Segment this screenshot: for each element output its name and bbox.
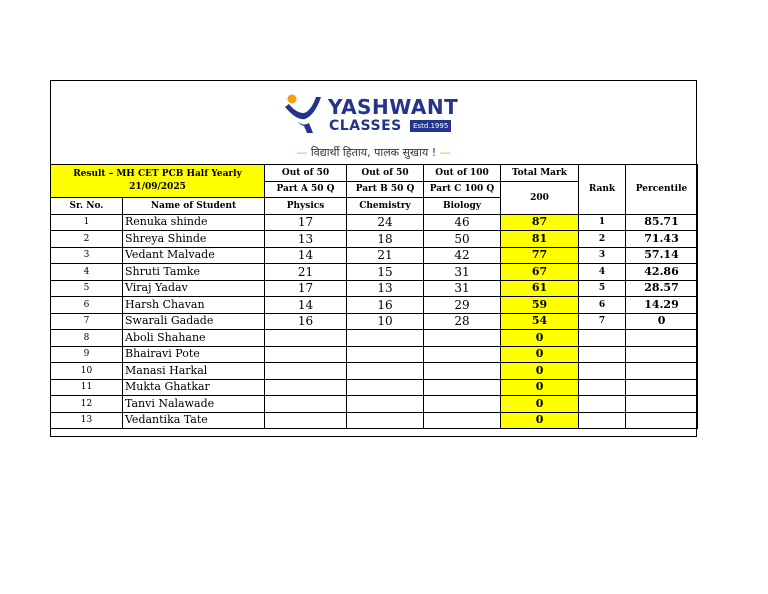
tagline-dash-left: — <box>296 146 308 159</box>
table-row <box>51 346 698 363</box>
chemistry-mark <box>347 330 424 347</box>
table-row <box>51 280 698 297</box>
chemistry-mark: 24 <box>347 214 424 231</box>
student-sr: 5 <box>51 280 123 297</box>
student-rank: 6 <box>579 297 626 314</box>
total-mark-header: Total Mark <box>501 165 579 182</box>
chemistry-mark <box>347 346 424 363</box>
sr-no-header: Sr. No. <box>51 198 123 215</box>
total-mark: 81 <box>501 231 579 248</box>
student-sr: 6 <box>51 297 123 314</box>
student-percentile: 0 <box>626 313 698 330</box>
student-sr: 3 <box>51 247 123 264</box>
chemistry-mark <box>347 412 424 429</box>
biology-mark <box>424 412 501 429</box>
total-mark: 0 <box>501 379 579 396</box>
table-row <box>51 214 698 231</box>
biology-mark <box>424 396 501 413</box>
student-name: Swarali Gadade <box>123 313 265 330</box>
student-percentile: 71.43 <box>626 231 698 248</box>
biology-mark: 31 <box>424 264 501 281</box>
table-row <box>51 396 698 413</box>
student-name: Mukta Ghatkar <box>123 379 265 396</box>
student-sr: 12 <box>51 396 123 413</box>
result-date: 21/09/2025 <box>129 182 186 192</box>
student-sr: 10 <box>51 363 123 380</box>
total-mark: 77 <box>501 247 579 264</box>
chemistry-mark: 21 <box>347 247 424 264</box>
student-percentile: 28.57 <box>626 280 698 297</box>
biology-mark <box>424 363 501 380</box>
student-percentile: 42.86 <box>626 264 698 281</box>
student-name: Aboli Shahane <box>123 330 265 347</box>
student-name: Tanvi Nalawade <box>123 396 265 413</box>
physics-mark: 21 <box>265 264 347 281</box>
biology-mark <box>424 346 501 363</box>
chemistry-mark: 13 <box>347 280 424 297</box>
chemistry-mark: 15 <box>347 264 424 281</box>
student-rank: 1 <box>579 214 626 231</box>
student-percentile <box>626 330 698 347</box>
student-name: Bhairavi Pote <box>123 346 265 363</box>
tagline-dash-right: — <box>439 146 451 159</box>
table-row <box>51 363 698 380</box>
physics-mark <box>265 379 347 396</box>
out-of-b: Out of 50 <box>347 165 424 182</box>
biology-mark: 29 <box>424 297 501 314</box>
student-rank <box>579 396 626 413</box>
rank-header: Rank <box>579 165 626 215</box>
biology-mark: 31 <box>424 280 501 297</box>
student-sr: 1 <box>51 214 123 231</box>
student-percentile: 85.71 <box>626 214 698 231</box>
physics-mark <box>265 412 347 429</box>
physics-mark <box>265 396 347 413</box>
result-title: Result – MH CET PCB Half Yearly <box>73 169 242 179</box>
total-mark: 0 <box>501 330 579 347</box>
result-title-cell <box>51 165 265 198</box>
physics-mark: 14 <box>265 297 347 314</box>
total-mark: 67 <box>501 264 579 281</box>
part-b-header: Part B 50 Q <box>347 181 424 198</box>
tagline <box>51 145 696 160</box>
student-percentile <box>626 412 698 429</box>
total-out-of: 200 <box>501 181 579 214</box>
student-sr: 4 <box>51 264 123 281</box>
student-percentile <box>626 379 698 396</box>
student-rank <box>579 330 626 347</box>
student-sr: 13 <box>51 412 123 429</box>
chemistry-mark <box>347 396 424 413</box>
physics-mark: 13 <box>265 231 347 248</box>
percentile-header: Percentile <box>626 165 698 215</box>
physics-mark <box>265 330 347 347</box>
header-row-1 <box>51 165 698 182</box>
student-name: Shreya Shinde <box>123 231 265 248</box>
chemistry-header: Chemistry <box>347 198 424 215</box>
physics-mark: 17 <box>265 214 347 231</box>
student-percentile <box>626 363 698 380</box>
student-rank: 4 <box>579 264 626 281</box>
part-c-header: Part C 100 Q <box>424 181 501 198</box>
student-name: Renuka shinde <box>123 214 265 231</box>
table-row <box>51 379 698 396</box>
student-sr: 7 <box>51 313 123 330</box>
chemistry-mark <box>347 379 424 396</box>
physics-mark: 17 <box>265 280 347 297</box>
student-rank <box>579 412 626 429</box>
biology-mark: 42 <box>424 247 501 264</box>
table-row <box>51 330 698 347</box>
total-mark: 0 <box>501 396 579 413</box>
out-of-c: Out of 100 <box>424 165 501 182</box>
table-row <box>51 247 698 264</box>
student-sr: 2 <box>51 231 123 248</box>
estd-badge: Estd.1995 <box>410 120 451 132</box>
chemistry-mark <box>347 363 424 380</box>
student-name: Vedantika Tate <box>123 412 265 429</box>
student-percentile <box>626 346 698 363</box>
physics-mark: 14 <box>265 247 347 264</box>
table-row <box>51 297 698 314</box>
physics-mark <box>265 346 347 363</box>
sheet-header <box>51 81 696 165</box>
table-row <box>51 412 698 429</box>
student-sr: 8 <box>51 330 123 347</box>
student-name: Manasi Harkal <box>123 363 265 380</box>
student-name: Shruti Tamke <box>123 264 265 281</box>
biology-mark: 50 <box>424 231 501 248</box>
biology-mark <box>424 330 501 347</box>
tagline-text: विद्यार्थी हिताय, पालक सुखाय ! <box>310 146 437 159</box>
student-percentile <box>626 396 698 413</box>
table-row <box>51 264 698 281</box>
results-table <box>50 164 698 429</box>
biology-header: Biology <box>424 198 501 215</box>
table-row <box>51 313 698 330</box>
student-rank: 5 <box>579 280 626 297</box>
student-sr: 11 <box>51 379 123 396</box>
physics-header: Physics <box>265 198 347 215</box>
physics-mark <box>265 363 347 380</box>
total-mark: 0 <box>501 346 579 363</box>
total-mark: 59 <box>501 297 579 314</box>
brand-name: YASHWANT <box>328 95 459 119</box>
chemistry-mark: 16 <box>347 297 424 314</box>
result-sheet <box>50 80 697 437</box>
chemistry-mark: 18 <box>347 231 424 248</box>
student-rank: 2 <box>579 231 626 248</box>
student-percentile: 14.29 <box>626 297 698 314</box>
student-name: Viraj Yadav <box>123 280 265 297</box>
student-name: Harsh Chavan <box>123 297 265 314</box>
student-sr: 9 <box>51 346 123 363</box>
chemistry-mark: 10 <box>347 313 424 330</box>
student-rank: 7 <box>579 313 626 330</box>
total-mark: 0 <box>501 363 579 380</box>
total-mark: 54 <box>501 313 579 330</box>
student-rank <box>579 363 626 380</box>
student-name: Vedant Malvade <box>123 247 265 264</box>
student-rank <box>579 379 626 396</box>
part-a-header: Part A 50 Q <box>265 181 347 198</box>
name-header: Name of Student <box>123 198 265 215</box>
table-row <box>51 231 698 248</box>
total-mark: 0 <box>501 412 579 429</box>
biology-mark: 46 <box>424 214 501 231</box>
out-of-a: Out of 50 <box>265 165 347 182</box>
student-rank: 3 <box>579 247 626 264</box>
physics-mark: 16 <box>265 313 347 330</box>
biology-mark <box>424 379 501 396</box>
logo-mark-icon <box>283 93 325 135</box>
total-mark: 87 <box>501 214 579 231</box>
total-mark: 61 <box>501 280 579 297</box>
student-rank <box>579 346 626 363</box>
brand-sub: CLASSES <box>329 118 402 134</box>
yashwant-logo <box>283 93 473 137</box>
biology-mark: 28 <box>424 313 501 330</box>
student-percentile: 57.14 <box>626 247 698 264</box>
